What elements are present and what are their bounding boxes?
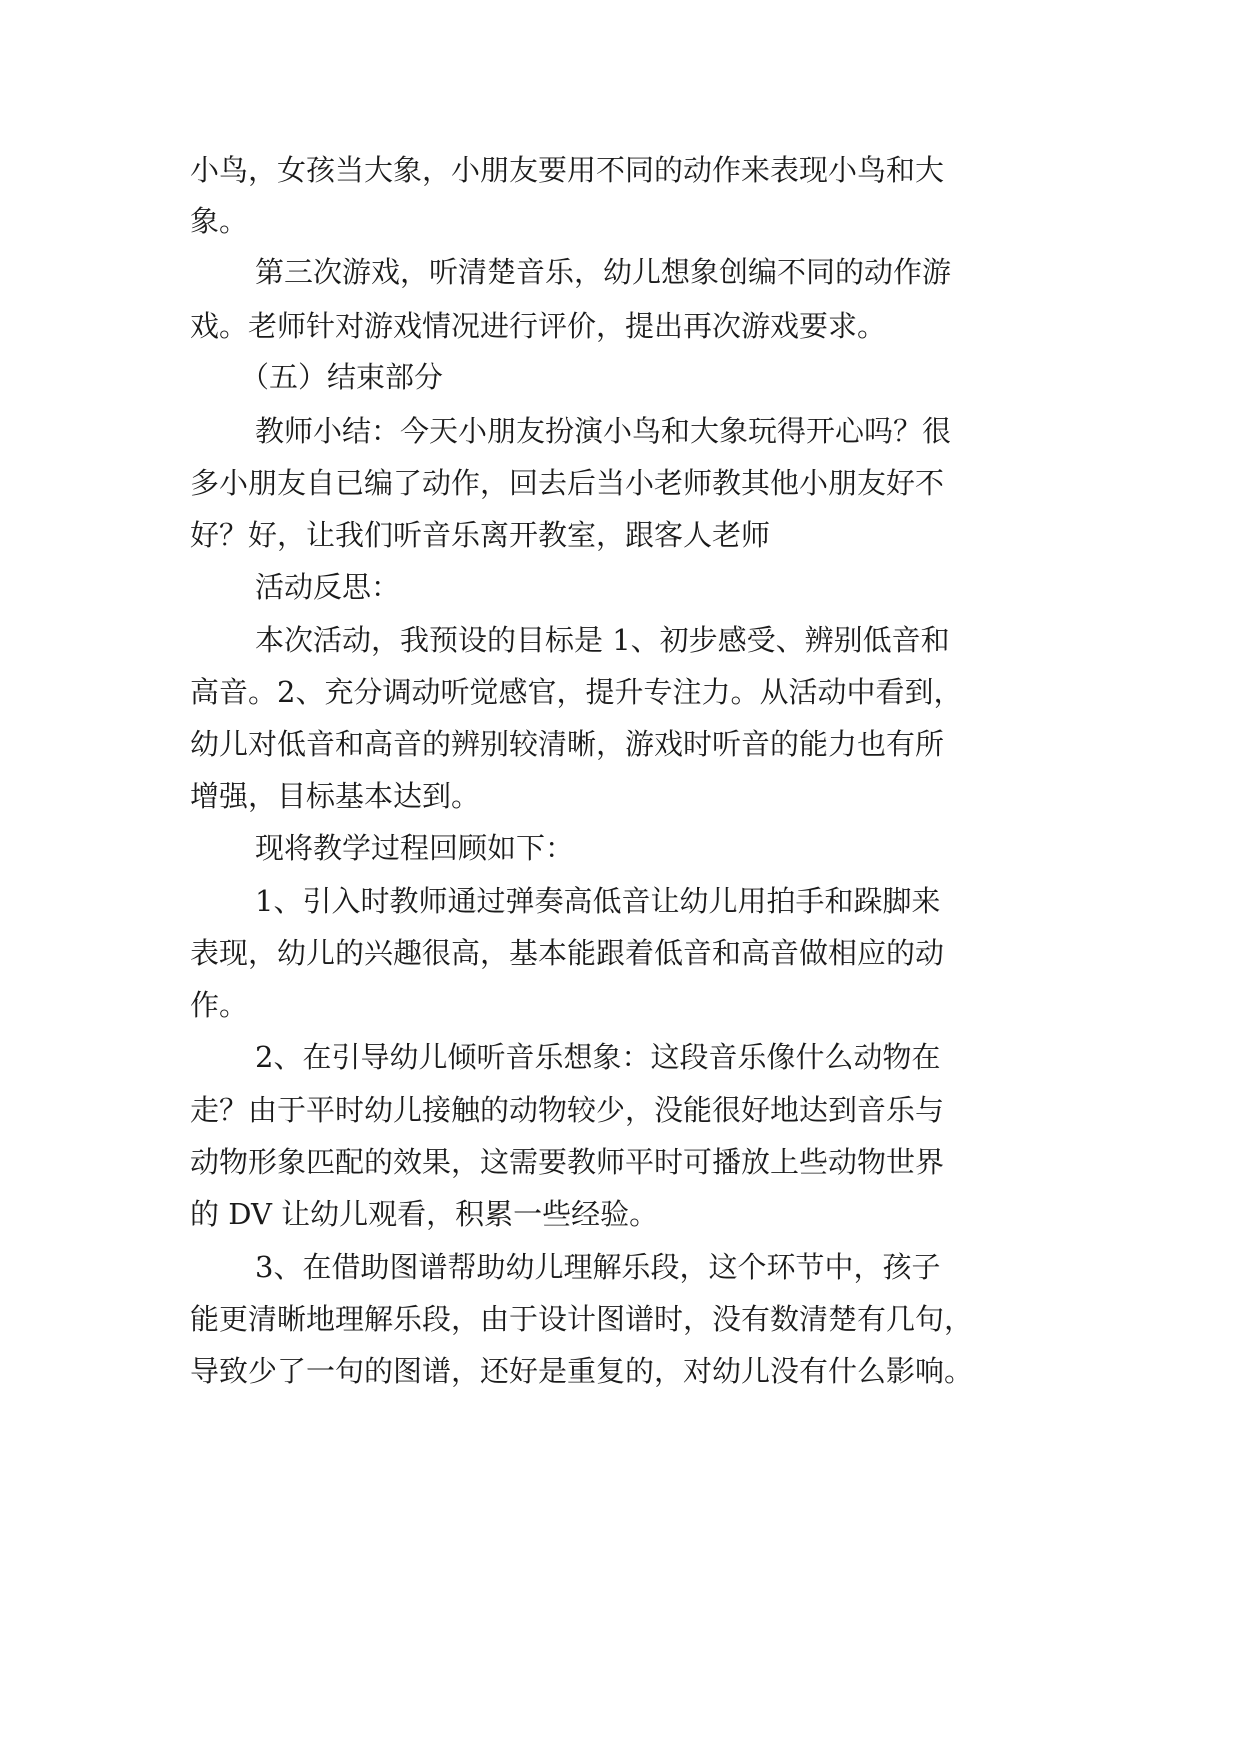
text-line: 走？由于平时幼儿接触的动物较少，没能很好地达到音乐与 <box>190 1093 945 1127</box>
text-line: 增强，目标基本达到。 <box>190 779 481 813</box>
text-line: 动物形象匹配的效果，这需要教师平时可播放上些动物世界 <box>190 1145 945 1179</box>
text-line: 导致少了一句的图谱，还好是重复的，对幼儿没有什么影响。 <box>190 1354 974 1388</box>
text-line: 的 DV 让幼儿观看，积累一些经验。 <box>190 1197 659 1231</box>
text-line: 好？好，让我们听音乐离开教室，跟客人老师 <box>190 518 771 552</box>
text-line: 象。 <box>190 204 249 238</box>
text-line: 小鸟，女孩当大象，小朋友要用不同的动作来表现小鸟和大 <box>190 153 945 187</box>
text-line: 能更清晰地理解乐段，由于设计图谱时，没有数清楚有几句， <box>190 1302 974 1336</box>
text-line: 第三次游戏，听清楚音乐，幼儿想象创编不同的动作游 <box>255 255 952 289</box>
text-line: 幼儿对低音和高音的辨别较清晰，游戏时听音的能力也有所 <box>190 727 945 761</box>
text-line: 本次活动，我预设的目标是 1、初步感受、辨别低音和 <box>255 623 950 657</box>
text-line: 表现，幼儿的兴趣很高，基本能跟着低音和高音做相应的动 <box>190 936 945 970</box>
text-line: 教师小结：今天小朋友扮演小鸟和大象玩得开心吗？很 <box>255 414 952 448</box>
text-line: 高音。2、充分调动听觉感官，提升专注力。从活动中看到， <box>190 675 963 709</box>
text-line: 作。 <box>190 988 249 1022</box>
section-heading: （五）结束部分 <box>240 360 444 394</box>
text-line: 1、引入时教师通过弹奏高低音让幼儿用拍手和跺脚来 <box>255 884 941 918</box>
text-line: 2、在引导幼儿倾听音乐想象：这段音乐像什么动物在 <box>255 1040 941 1074</box>
text-line: 戏。老师针对游戏情况进行评价，提出再次游戏要求。 <box>190 309 887 343</box>
text-line: 多小朋友自已编了动作，回去后当小老师教其他小朋友好不 <box>190 466 945 500</box>
text-line: 活动反思： <box>255 570 401 604</box>
text-line: 现将教学过程回顾如下： <box>255 831 575 865</box>
text-line: 3、在借助图谱帮助幼儿理解乐段，这个环节中，孩子 <box>255 1250 941 1284</box>
